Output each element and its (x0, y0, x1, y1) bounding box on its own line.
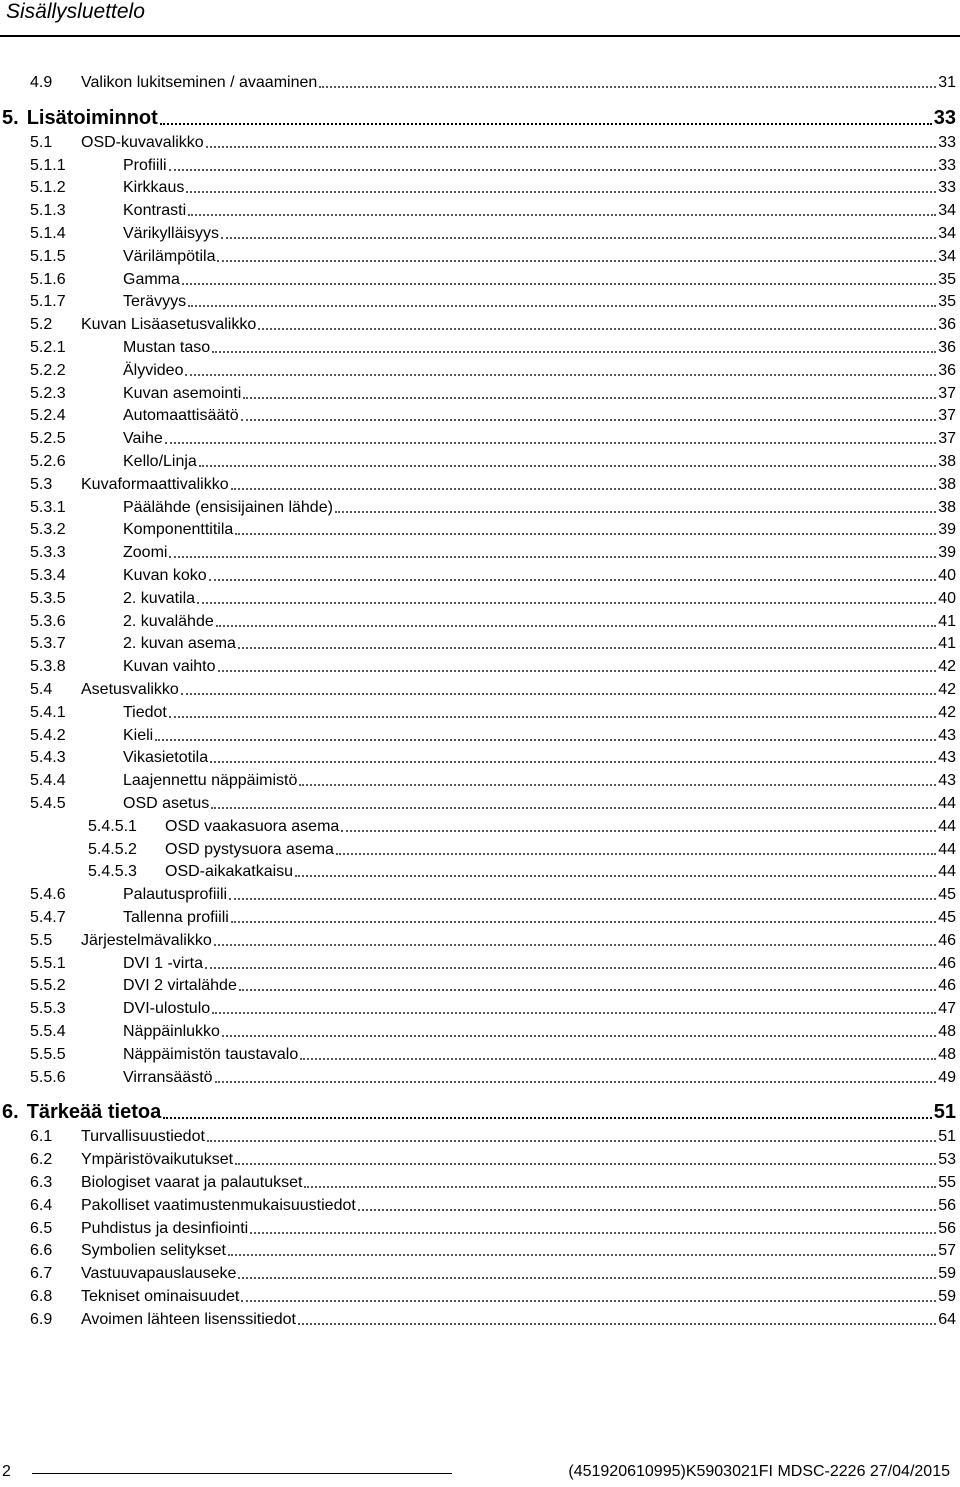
toc-dot-leader (216, 625, 936, 627)
toc-dot-leader (214, 944, 936, 946)
toc-dot-leader (206, 146, 937, 148)
toc-section-number: 5.4.5.3 (88, 863, 137, 880)
toc-section-number: 5.1.1 (30, 157, 66, 174)
toc-dot-leader (169, 716, 936, 718)
toc-dot-leader (182, 283, 936, 285)
toc-section-title: Kuvan Lisäasetusvalikko (81, 316, 257, 333)
toc-dot-leader (228, 1254, 936, 1256)
toc-section-title: OSD pystysuora asema (165, 841, 334, 858)
toc-page-number: 45 (938, 886, 956, 903)
toc-row[interactable] (30, 403, 956, 425)
toc-row[interactable] (88, 814, 956, 836)
toc-dot-leader (300, 1058, 936, 1060)
toc-section-number: 5.4.2 (30, 727, 66, 744)
toc-row[interactable] (30, 1261, 956, 1283)
toc-row[interactable] (30, 381, 956, 403)
toc-row[interactable] (30, 563, 956, 585)
toc-page-number: 41 (938, 613, 956, 630)
toc-dot-leader (221, 237, 936, 239)
toc-row[interactable] (30, 221, 956, 243)
toc-page-number: 41 (938, 635, 956, 652)
toc-section-number: 5.3.1 (30, 499, 66, 516)
toc-page-number: 59 (938, 1265, 956, 1282)
toc-page-number: 46 (938, 932, 956, 949)
toc-dot-leader (336, 853, 936, 855)
toc-row[interactable] (30, 1170, 956, 1192)
toc-row[interactable] (30, 677, 956, 699)
footer-rule (32, 1473, 452, 1474)
toc-dot-leader (211, 807, 936, 809)
toc-row[interactable] (30, 472, 956, 494)
toc-section-number: 6.2 (30, 1151, 53, 1168)
toc-dot-leader (207, 1140, 936, 1142)
toc-section-number: 5.1.5 (30, 248, 66, 265)
toc-section-number: 5.4.5 (30, 795, 66, 812)
toc-page-number: 56 (938, 1220, 956, 1237)
toc-section-title: Laajennettu näppäimistö (123, 772, 298, 789)
toc-page-number: 34 (938, 202, 956, 219)
toc-section-number: 5.2.2 (30, 362, 66, 379)
toc-page-number: 38 (938, 476, 956, 493)
toc-section-title: Zoomi (123, 544, 168, 561)
toc-page-number: 33 (938, 157, 956, 174)
toc-section-title: Profiili (123, 157, 167, 174)
toc-section-title: Kontrasti (123, 202, 187, 219)
toc-page-number: 36 (938, 362, 956, 379)
toc-chapter-row[interactable] (2, 104, 956, 130)
toc-page-number: 35 (938, 293, 956, 310)
toc-dot-leader (218, 670, 937, 672)
toc-section-title: Värilämpötila (123, 248, 216, 265)
toc-dot-leader (241, 1300, 936, 1302)
toc-page-number: 33 (938, 134, 956, 151)
toc-page-number: 33 (933, 107, 956, 129)
toc-row[interactable] (30, 882, 956, 904)
toc-dot-leader (299, 784, 936, 786)
toc-section-title: OSD asetus (123, 795, 210, 812)
toc-section-number: 5.2.6 (30, 453, 66, 470)
toc-page-number: 56 (938, 1197, 956, 1214)
toc-page-number: 33 (938, 179, 956, 196)
toc-row[interactable] (30, 517, 956, 539)
footer-page-number: 2 (2, 1463, 11, 1480)
toc-section-title: Järjestelmävalikko (81, 932, 212, 949)
toc-page-number: 39 (938, 544, 956, 561)
toc-page-number: 51 (933, 1101, 956, 1123)
toc-section-title: Ympäristövaikutukset (81, 1151, 234, 1168)
toc-section-number: 5. (2, 107, 19, 129)
toc-section-title: Puhdistus ja desinfiointi (81, 1220, 249, 1237)
toc-dot-leader (304, 1186, 936, 1188)
toc-row[interactable] (30, 1238, 956, 1260)
toc-row[interactable] (30, 700, 956, 722)
toc-dot-leader (169, 556, 936, 558)
toc-row[interactable] (30, 1042, 956, 1064)
toc-page-number: 53 (938, 1151, 956, 1168)
toc-section-title: Avoimen lähteen lisenssitiedot (81, 1311, 296, 1328)
toc-row[interactable] (30, 289, 956, 311)
toc-row[interactable] (30, 130, 956, 152)
toc-section-title: DVI 2 virtalähde (123, 977, 237, 994)
toc-dot-leader (243, 397, 936, 399)
toc-section-title: Kello/Linja (123, 453, 197, 470)
toc-row[interactable] (30, 335, 956, 357)
toc-dot-leader (298, 1323, 936, 1325)
toc-dot-leader (185, 374, 936, 376)
toc-page-number: 35 (938, 271, 956, 288)
toc-dot-leader (235, 533, 936, 535)
toc-section-title: OSD-kuvavalikko (81, 134, 204, 151)
toc-section-title: Tärkeää tietoa (26, 1101, 162, 1123)
toc-section-title: Kirkkaus (123, 179, 185, 196)
toc-row[interactable] (30, 1147, 956, 1169)
toc-section-title: Komponenttitila (123, 521, 234, 538)
toc-section-title: Valikon lukitseminen / avaaminen (81, 74, 318, 91)
toc-section-number: 6. (2, 1101, 19, 1123)
toc-section-number: 4.9 (30, 74, 53, 91)
toc-page-number: 43 (938, 772, 956, 789)
toc-section-number: 5.3.2 (30, 521, 66, 538)
toc-dot-leader (165, 442, 936, 444)
toc-section-number: 6.5 (30, 1220, 53, 1237)
toc-row[interactable] (30, 905, 956, 927)
toc-row[interactable] (88, 837, 956, 859)
toc-page-number: 59 (938, 1288, 956, 1305)
toc-page-number: 55 (938, 1174, 956, 1191)
toc-row[interactable] (30, 153, 956, 175)
toc-section-number: 5.5.4 (30, 1023, 66, 1040)
toc-row[interactable] (30, 267, 956, 289)
toc-dot-leader (222, 1035, 936, 1037)
toc-section-title: Tekniset ominaisuudet (81, 1288, 240, 1305)
toc-row[interactable] (30, 495, 956, 517)
toc-section-number: 5.1.2 (30, 179, 66, 196)
toc-page-number: 38 (938, 499, 956, 516)
toc-section-number: 6.4 (30, 1197, 53, 1214)
toc-section-title: Vastuuvapauslauseke (81, 1265, 237, 1282)
toc-page-number: 45 (938, 909, 956, 926)
toc-dot-leader (186, 191, 936, 193)
toc-row[interactable] (30, 586, 956, 608)
toc-row[interactable] (30, 358, 956, 380)
toc-section-number: 5.4.3 (30, 749, 66, 766)
toc-section-number: 5.1.3 (30, 202, 66, 219)
toc-row[interactable] (30, 426, 956, 448)
toc-page-number: 39 (938, 521, 956, 538)
toc-section-number: 5.5.1 (30, 955, 66, 972)
toc-page-number: 46 (938, 955, 956, 972)
toc-page-number: 42 (938, 681, 956, 698)
toc-dot-leader (239, 989, 936, 991)
toc-section-title: 2. kuvalähde (123, 613, 214, 630)
toc-section-number: 5.3 (30, 476, 53, 493)
toc-page-number: 44 (938, 841, 956, 858)
toc-dot-leader (188, 214, 936, 216)
toc-dot-leader (181, 693, 936, 695)
toc-dot-leader (212, 351, 936, 353)
toc-section-number: 5.5 (30, 932, 53, 949)
toc-section-number: 6.9 (30, 1311, 53, 1328)
toc-page-number: 37 (938, 407, 956, 424)
toc-row[interactable] (30, 1019, 956, 1041)
toc-section-title: Virransäästö (123, 1069, 213, 1086)
toc-section-title: Mustan taso (123, 339, 211, 356)
toc-dot-leader (169, 169, 937, 171)
toc-section-title: Pakolliset vaatimustenmukaisuustiedot (81, 1197, 356, 1214)
toc-section-number: 5.2.1 (30, 339, 66, 356)
toc-dot-leader (160, 123, 932, 125)
toc-section-number: 5.3.4 (30, 567, 66, 584)
toc-row[interactable] (30, 631, 956, 653)
toc-page-number: 36 (938, 316, 956, 333)
toc-section-number: 6.3 (30, 1174, 53, 1191)
toc-section-number: 5.5.3 (30, 1000, 66, 1017)
toc-page-number: 44 (938, 795, 956, 812)
toc-section-title: Biologiset vaarat ja palautukset (81, 1174, 303, 1191)
toc-dot-leader (335, 511, 936, 513)
toc-section-number: 5.1.7 (30, 293, 66, 310)
toc-row[interactable] (30, 449, 956, 471)
toc-dot-leader (231, 488, 937, 490)
toc-dot-leader (197, 602, 936, 604)
toc-page-number: 36 (938, 339, 956, 356)
toc-dot-leader (341, 830, 936, 832)
toc-dot-leader (235, 1163, 936, 1165)
toc-page-number: 34 (938, 225, 956, 242)
toc-section-title: Symbolien selitykset (81, 1242, 226, 1259)
toc-row[interactable] (30, 1193, 956, 1215)
toc-page-number: 42 (938, 658, 956, 675)
toc-section-title: Kieli (123, 727, 154, 744)
toc-section-number: 5.3.7 (30, 635, 66, 652)
toc-dot-leader (205, 967, 936, 969)
toc-section-title: Palautusprofiili (123, 886, 228, 903)
toc-page-number: 64 (938, 1311, 956, 1328)
toc-row[interactable] (30, 175, 956, 197)
toc-page-number: 37 (938, 385, 956, 402)
toc-page-number: 49 (938, 1069, 956, 1086)
toc-page-number: 48 (938, 1046, 956, 1063)
toc-section-title: Gamma (123, 271, 180, 288)
toc-row[interactable] (30, 244, 956, 266)
toc-section-number: 5.2.4 (30, 407, 66, 424)
toc-row[interactable] (30, 951, 956, 973)
toc-section-title: 2. kuvan asema (123, 635, 236, 652)
toc-section-title: Värikylläisyys (123, 225, 220, 242)
toc-section-title: Kuvan koko (123, 567, 207, 584)
toc-row[interactable] (30, 70, 956, 92)
toc-row[interactable] (30, 609, 956, 631)
toc-dot-leader (229, 898, 936, 900)
toc-row[interactable] (30, 996, 956, 1018)
toc-row[interactable] (30, 928, 956, 950)
toc-row[interactable] (30, 973, 956, 995)
toc-page-number: 40 (938, 590, 956, 607)
toc-section-title: Näppäinlukko (123, 1023, 220, 1040)
header-rule (0, 35, 960, 37)
toc-page-number: 51 (938, 1128, 956, 1145)
toc-dot-leader (295, 875, 936, 877)
toc-section-title: Kuvan vaihto (123, 658, 216, 675)
toc-page-number: 44 (938, 818, 956, 835)
toc-dot-leader (210, 761, 936, 763)
toc-page-number: 37 (938, 430, 956, 447)
toc-page-number: 48 (938, 1023, 956, 1040)
toc-section-number: 5.3.5 (30, 590, 66, 607)
toc-page-number: 46 (938, 977, 956, 994)
toc-row[interactable] (30, 723, 956, 745)
toc-section-number: 5.2.3 (30, 385, 66, 402)
toc-section-title: Asetusvalikko (81, 681, 179, 698)
toc-dot-leader (155, 739, 936, 741)
toc-section-title: Päälähde (ensisijainen lähde) (123, 499, 333, 516)
toc-chapter-row[interactable] (2, 1098, 956, 1124)
toc-page-number: 47 (938, 1000, 956, 1017)
toc-row[interactable] (30, 198, 956, 220)
toc-section-number: 5.3.6 (30, 613, 66, 630)
toc-section-number: 5.2.5 (30, 430, 66, 447)
toc-dot-leader (163, 1117, 932, 1119)
toc-section-number: 5.3.8 (30, 658, 66, 675)
toc-dot-leader (258, 328, 936, 330)
toc-row[interactable] (30, 1124, 956, 1146)
toc-section-title: Kuvan asemointi (123, 385, 242, 402)
toc-dot-leader (209, 579, 937, 581)
toc-row[interactable] (30, 1284, 956, 1306)
toc-page-number: 43 (938, 727, 956, 744)
toc-section-number: 5.1.6 (30, 271, 66, 288)
page-header-title: Sisällysluettelo (6, 0, 145, 23)
toc-section-title: Turvallisuustiedot (81, 1128, 205, 1145)
toc-section-title: Automaattisäätö (123, 407, 239, 424)
toc-section-number: 5.4.1 (30, 704, 66, 721)
toc-section-number: 5.4.6 (30, 886, 66, 903)
toc-section-number: 5.5.2 (30, 977, 66, 994)
toc-section-title: Älyvideo (123, 362, 184, 379)
toc-section-number: 5.4.4 (30, 772, 66, 789)
toc-page-number: 44 (938, 863, 956, 880)
toc-row[interactable] (30, 791, 956, 813)
toc-section-number: 5.5.6 (30, 1069, 66, 1086)
toc-section-number: 5.5.5 (30, 1046, 66, 1063)
toc-row[interactable] (30, 654, 956, 676)
toc-section-number: 6.8 (30, 1288, 53, 1305)
toc-section-title: Terävyys (123, 293, 187, 310)
toc-row[interactable] (30, 1307, 956, 1329)
toc-dot-leader (215, 1081, 937, 1083)
toc-section-title: OSD vaakasuora asema (165, 818, 340, 835)
toc-row[interactable] (30, 1065, 956, 1087)
toc-page-number: 34 (938, 248, 956, 265)
toc-dot-leader (250, 1232, 936, 1234)
toc-page-number: 31 (938, 74, 956, 91)
footer-document-reference: (451920610995)K5903021FI MDSC-2226 27/04/2015 (568, 1463, 950, 1480)
toc-row[interactable] (30, 1216, 956, 1238)
toc-row[interactable] (88, 859, 956, 881)
toc-section-number: 5.4.5.2 (88, 841, 137, 858)
toc-dot-leader (199, 465, 936, 467)
toc-section-title: DVI-ulostulo (123, 1000, 211, 1017)
toc-section-title: Lisätoiminnot (26, 107, 158, 129)
toc-row[interactable] (30, 768, 956, 790)
toc-section-number: 5.4.5.1 (88, 818, 137, 835)
toc-page-number: 43 (938, 749, 956, 766)
toc-dot-leader (212, 1012, 936, 1014)
toc-dot-leader (238, 647, 936, 649)
toc-section-number: 6.1 (30, 1128, 53, 1145)
toc-section-title: Kuvaformaattivalikko (81, 476, 229, 493)
toc-page-number: 38 (938, 453, 956, 470)
toc-section-number: 6.7 (30, 1265, 53, 1282)
toc-section-title: Näppäimistön taustavalo (123, 1046, 299, 1063)
toc-section-number: 5.2 (30, 316, 53, 333)
toc-section-title: DVI 1 -virta (123, 955, 204, 972)
toc-page-number: 57 (938, 1242, 956, 1259)
toc-dot-leader (358, 1209, 936, 1211)
toc-section-number: 5.3.3 (30, 544, 66, 561)
toc-section-title: 2. kuvatila (123, 590, 196, 607)
toc-section-number: 6.6 (30, 1242, 53, 1259)
toc-dot-leader (231, 921, 936, 923)
toc-section-number: 5.1.4 (30, 225, 66, 242)
toc-page-number: 42 (938, 704, 956, 721)
toc-section-title: OSD-aikakatkaisu (165, 863, 294, 880)
toc-section-title: Vikasietotila (123, 749, 209, 766)
toc-section-number: 5.4.7 (30, 909, 66, 926)
toc-section-title: Tallenna profiili (123, 909, 229, 926)
toc-dot-leader (238, 1277, 936, 1279)
toc-row[interactable] (30, 745, 956, 767)
toc-dot-leader (217, 260, 936, 262)
toc-row[interactable] (30, 540, 956, 562)
toc-page-number: 40 (938, 567, 956, 584)
toc-row[interactable] (30, 312, 956, 334)
toc-section-number: 5.1 (30, 134, 53, 151)
toc-section-number: 5.4 (30, 681, 53, 698)
toc-section-title: Vaihe (123, 430, 163, 447)
toc-dot-leader (188, 305, 936, 307)
toc-dot-leader (241, 419, 937, 421)
toc-section-title: Tiedot (123, 704, 167, 721)
toc-dot-leader (319, 86, 936, 88)
